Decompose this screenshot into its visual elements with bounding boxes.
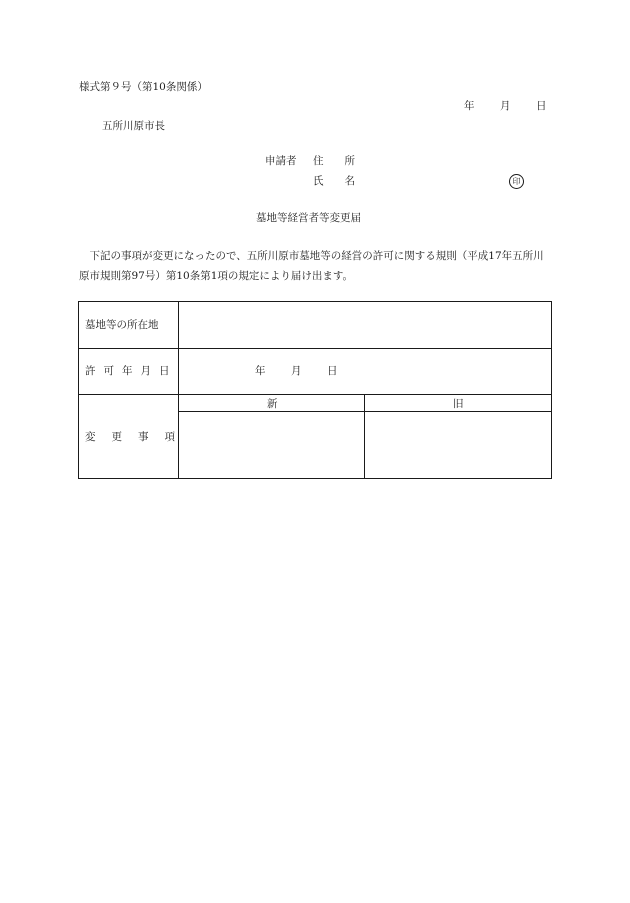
- form-table: [78, 301, 552, 479]
- old-header: 旧: [453, 398, 464, 410]
- permit-date-label: 許可年月日: [85, 365, 178, 377]
- seal-icon: 印: [509, 174, 524, 189]
- location-cell[interactable]: [179, 302, 551, 348]
- document-title: 墓地等経営者等変更届: [256, 212, 361, 224]
- date-day-label: 日: [536, 100, 547, 112]
- permit-month-label: 月: [291, 365, 302, 377]
- applicant-label: 申請者: [265, 155, 297, 167]
- addressee: 五所川原市長: [102, 120, 165, 132]
- permit-date-cell[interactable]: [179, 349, 551, 394]
- date-year-label: 年: [464, 100, 475, 112]
- name-label: 氏 名: [313, 175, 355, 187]
- permit-day-label: 日: [327, 365, 338, 377]
- date-month-label: 月: [500, 100, 511, 112]
- permit-year-label: 年: [255, 365, 266, 377]
- address-label: 住 所: [313, 155, 355, 167]
- form-number: 様式第９号（第10条関係）: [79, 81, 208, 93]
- old-value-cell[interactable]: [365, 412, 551, 478]
- body-paragraph: 下記の事項が変更になったので、五所川原市墓地等の経営の許可に関する規則（平成17年五所川原市規則第97号）第10条第1項の規定により届け出ます。: [79, 250, 544, 282]
- change-items-label: 変更事項: [85, 431, 191, 443]
- new-value-cell[interactable]: [179, 412, 364, 478]
- location-label: 墓地等の所在地: [85, 319, 159, 331]
- row-divider: [79, 394, 551, 395]
- new-header: 新: [267, 398, 278, 410]
